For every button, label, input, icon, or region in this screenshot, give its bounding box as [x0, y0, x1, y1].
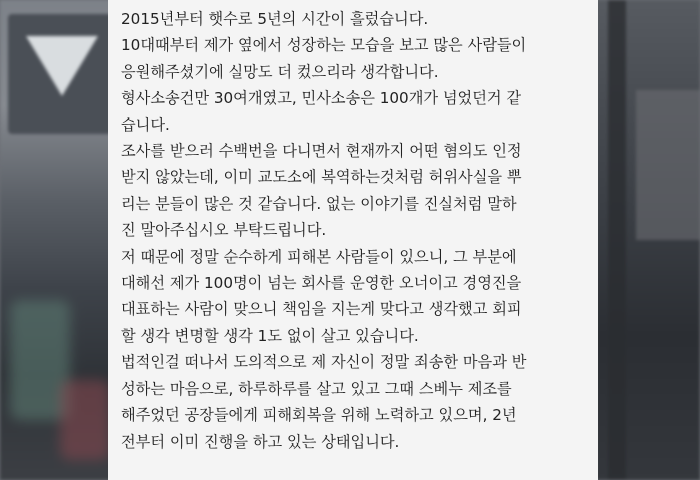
text-line: 해주었던 공장들에게 피해회복을 위해 노력하고 있으며, 2년	[121, 406, 517, 425]
background-pole	[608, 0, 626, 480]
background-blur-shape	[60, 380, 110, 460]
background-photo-left	[0, 0, 120, 480]
background-panel	[636, 90, 700, 240]
text-line: 진 말아주십시오 부탁드립니다.	[121, 221, 327, 240]
text-line: 응원해주셨기에 실망도 더 컸으리라 생각합니다.	[121, 62, 439, 81]
text-line: 리는 분들이 많은 것 같습니다. 없는 이야기를 진실처럼 말하	[121, 194, 517, 213]
statement-text-card	[108, 0, 598, 480]
text-line: 전부터 이미 진행을 하고 있는 상태입니다.	[121, 432, 400, 451]
text-line: 저 때문에 정말 순수하게 피해본 사람들이 있으니, 그 부분에	[121, 247, 517, 266]
text-line: 받지 않았는데, 이미 교도소에 복역하는것처럼 허위사실을 뿌	[121, 168, 522, 187]
text-line: 10대때부터 제가 옆에서 성장하는 모습을 보고 많은 사람들이	[121, 36, 527, 55]
text-line: 대표하는 사람이 맞으니 책임을 지는게 맞다고 생각했고 회피	[121, 300, 522, 319]
text-line: 2015년부터 햇수로 5년의 시간이 흘렀습니다.	[121, 10, 429, 28]
text-line: 할 생각 변명할 생각 1도 없이 살고 있습니다.	[121, 326, 419, 345]
bird-logo-icon	[26, 36, 98, 96]
text-line: 법적인걸 떠나서 도의적으로 제 자신이 정말 죄송한 마음과 반	[121, 353, 527, 372]
text-line: 형사소송건만 30여개였고, 민사소송은 100개가 넘었던거 같	[121, 89, 522, 108]
text-line: 조사를 받으러 수백번을 다니면서 현재까지 어떤 혐의도 인정	[121, 142, 522, 161]
background-photo-right	[596, 0, 700, 480]
text-line: 대해선 제가 100명이 넘는 회사를 운영한 오너이고 경영진을	[121, 274, 522, 293]
storefront-sign	[8, 14, 112, 134]
text-line: 성하는 마음으로, 하루하루를 살고 있고 그때 스베누 제조를	[121, 379, 512, 398]
text-line: 습니다.	[121, 115, 170, 134]
